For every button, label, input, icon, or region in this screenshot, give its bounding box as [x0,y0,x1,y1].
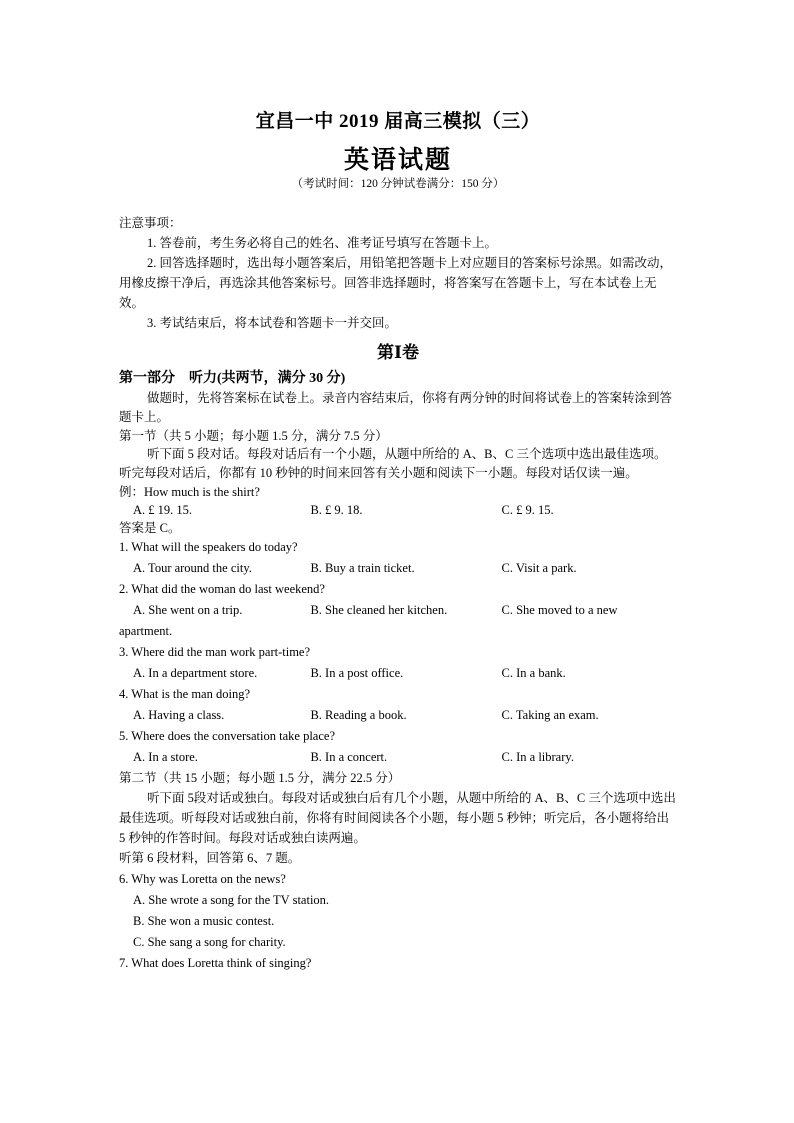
q6-option-b: B. She won a music contest. [133,914,275,928]
question-5: 5. Where does the conversation take place? [119,729,335,743]
note-item-1: 1. 答卷前，考生务必将自己的姓名、准考证号填写在答题卡上。 [147,236,498,250]
q3-option-b: B. In a post office. [310,666,404,680]
example-option-c: C. £ 9. 15. [501,503,554,517]
part1-intro: 做题时，先将答案标在试卷上。录音内容结束后，你将有两分钟的时间将试卷上的答案转涂到答题卡上。 [119,391,673,424]
question-2: 2. What did the woman do last weekend? [119,582,325,596]
note-item-2: 2. 回答选择题时，选出每小题答案后，用铅笔把答题卡上对应题目的答案标号涂黑。如需改动，用橡皮擦干净后，再选涂其他答案标号。回答非选择题时，将答案写在答题卡上，写在本试卷上无效。 [119,256,673,310]
volume-title: 第Ⅰ卷 [377,343,419,362]
section2-instructions: 听下面 5段对话或独白。每段对话或独白后有几个小题，从题中所给的 A、B、C 三个选项中选出最佳选项。听每段对话或独白前，你将有时间阅读各个小题，每小题 5 秒钟；听完后，各小题将给出 5 秒钟的作答时间。每段对话或独白读两遍。 [119,791,676,845]
q4-option-b: B. Reading a book. [310,708,407,722]
section1-instructions: 听下面 5 段对话。每段对话后有一个小题，从题中所给的 A、B、C 三个选项中选出最佳选项。听完每段对话后，你都有 10 秒钟的时间来回答有关小题和阅读下一小题。每段对话仅读一遍。 [119,447,667,480]
q4-option-a: A. Having a class. [133,708,225,722]
subject-title: 英语试题 [343,147,452,174]
section2-heading: 第二节（共 15 小题；每小题 1.5 分，满分 22.5 分） [119,771,401,785]
q3-option-a: A. In a department store. [133,666,258,680]
question-4: 4. What is the man doing? [119,687,250,701]
q5-option-a: A. In a store. [133,750,198,764]
q2-option-c: C. She moved to a new [501,603,618,617]
exam-page [119,100,677,974]
question-4-options [119,705,677,726]
exam-title: 宜昌一中 2019 届高三模拟（三） [255,111,541,132]
q4-option-c: C. Taking an exam. [501,708,599,722]
q5-option-b: B. In a concert. [310,750,388,764]
q5-option-c: C. In a library. [501,750,574,764]
q1-option-b: B. Buy a train ticket. [310,561,415,575]
question-1: 1. What will the speakers do today? [119,540,298,554]
question-5-options [119,747,677,768]
q2-option-c-continued: apartment. [119,624,173,638]
question-1-options [119,558,677,579]
material-intro: 听第 6 段材料，回答第 6、7 题。 [119,851,301,865]
note-item-3: 3. 考试结束后，将本试卷和答题卡一并交回。 [147,316,398,330]
notes-heading: 注意事项： [119,216,182,230]
q3-option-c: C. In a bank. [501,666,566,680]
q1-option-c: C. Visit a park. [501,561,577,575]
example-options [119,501,677,519]
example-option-b: B. £ 9. 18. [310,503,363,517]
question-6: 6. Why was Loretta on the news? [119,872,286,886]
example-answer: 答案是 C。 [119,521,181,535]
section1-heading: 第一节（共 5 小题；每小题 1.5 分，满分 7.5 分） [119,429,388,443]
question-7: 7. What does Loretta think of singing? [119,956,312,970]
q2-option-b: B. She cleaned her kitchen. [310,603,448,617]
question-2-options [119,600,677,621]
question-3: 3. Where did the man work part-time? [119,645,311,659]
question-3-options [119,663,677,684]
q2-option-a: A. She went on a trip. [133,603,243,617]
part1-heading: 第一部分 听力(共两节，满分 30 分) [119,371,346,386]
example-option-a: A. £ 19. 15. [133,503,193,517]
example-question: 例：How much is the shirt? [119,485,260,499]
q6-option-a: A. She wrote a song for the TV station. [133,893,330,907]
exam-info: （考试时间：120 分钟试卷满分：150 分） [291,178,505,190]
q1-option-a: A. Tour around the city. [133,561,252,575]
q6-option-c: C. She sang a song for charity. [133,935,286,949]
